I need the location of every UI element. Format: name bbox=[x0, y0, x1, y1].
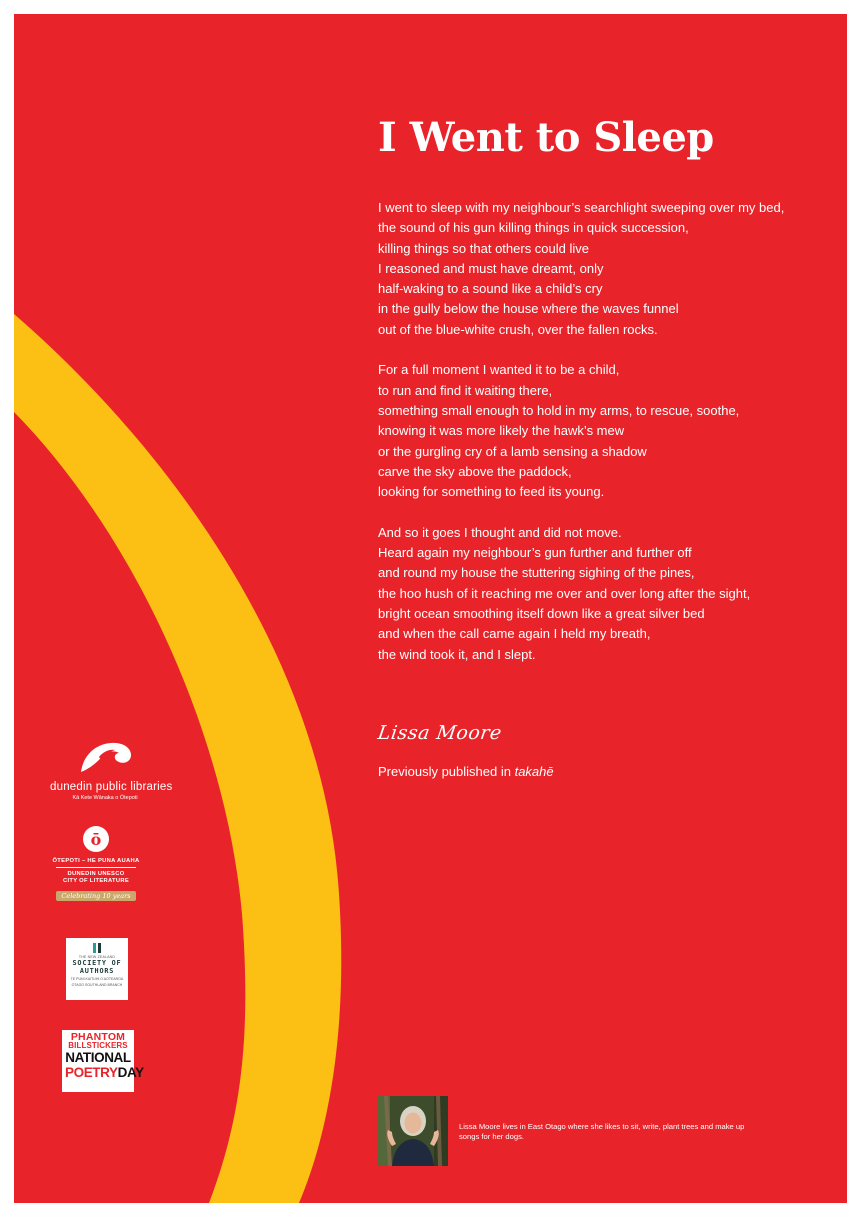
poem-line: the wind took it, and I slept. bbox=[378, 646, 536, 662]
society-top: THE NEW ZEALAND bbox=[78, 955, 116, 959]
poem-line: killing things so that others could live bbox=[378, 240, 590, 256]
publication-credit bbox=[378, 764, 554, 779]
author-bio: Lissa Moore lives in East Otago where she likes to sit, write, plant trees and make up songs for her dogs. bbox=[459, 1122, 745, 1141]
national-poetry-day-logo bbox=[62, 1030, 144, 1092]
poem-body bbox=[378, 198, 838, 685]
poem-line: out of the blue-white crush, over the fallen rocks. bbox=[378, 321, 658, 337]
poem-stanza-3 bbox=[378, 523, 838, 665]
city-of-literature-icon: ō bbox=[83, 826, 109, 852]
society-line-2: AUTHORS bbox=[79, 967, 115, 975]
author-portrait-image bbox=[378, 1096, 448, 1166]
poem-line: For a full moment I wanted it to be a child, bbox=[378, 362, 620, 378]
city-line-1: ŌTEPOTI – HE PUNA AUAHA bbox=[52, 858, 140, 864]
author-signature: Lissa Moore bbox=[376, 722, 504, 744]
poem-title: I Went to Sleep bbox=[378, 114, 714, 161]
publication-prefix: Previously published in bbox=[378, 764, 515, 779]
poster bbox=[14, 14, 847, 1203]
poem-line: in the gully below the house where the waves funnel bbox=[378, 301, 679, 317]
poem-line: half-waking to a sound like a child’s cry bbox=[378, 281, 603, 297]
poem-line: And so it goes I thought and did not move. bbox=[378, 524, 622, 540]
poem-line: the hoo hush of it reaching me over and over long after the sight, bbox=[378, 585, 751, 601]
dpl-name: dunedin public libraries bbox=[50, 781, 173, 793]
poem-line: and round my house the stuttering sighing of the pines, bbox=[378, 565, 695, 581]
library-swirl-icon bbox=[77, 740, 133, 774]
society-tagline: TE PUNI KAITUHI O AOTEAROA bbox=[70, 977, 124, 981]
city-of-literature-logo bbox=[50, 826, 142, 903]
poem-line: Heard again my neighbour’s gun further and further off bbox=[378, 545, 692, 561]
pnpd-poetry: POETRY bbox=[65, 1065, 118, 1080]
publication-name: takahē bbox=[514, 764, 554, 779]
city-line-3: CITY OF LITERATURE bbox=[62, 878, 130, 884]
poem-line: the sound of his gun killing things in quick succession, bbox=[378, 220, 689, 236]
poem-stanza-1 bbox=[378, 198, 838, 340]
poem-line: I went to sleep with my neighbour’s searchlight sweeping over my bed, bbox=[378, 200, 785, 215]
dpl-subtitle: Kā Kete Wānaka o Ōtepoti bbox=[72, 795, 138, 801]
poem-line: bright ocean smoothing itself down like a great silver bed bbox=[378, 605, 705, 621]
poem-line: carve the sky above the paddock, bbox=[378, 463, 572, 479]
poem-line: to run and find it waiting there, bbox=[378, 382, 553, 398]
author-photo bbox=[378, 1096, 448, 1166]
pnpd-line-2: BILLSTICKERS bbox=[68, 1041, 128, 1050]
dunedin-public-libraries-logo bbox=[50, 740, 173, 801]
celebrating-badge: Celebrating 10 years bbox=[56, 891, 135, 901]
society-mark-icon bbox=[93, 943, 101, 953]
poem-line: and when the call came again I held my breath, bbox=[378, 626, 651, 642]
society-region: OTAGO SOUTHLAND BRANCH bbox=[71, 983, 123, 987]
pnpd-line-1: PHANTOM bbox=[70, 1031, 126, 1043]
poem-line: looking for something to feed its young. bbox=[378, 484, 605, 500]
divider bbox=[56, 867, 136, 868]
poem-line: I reasoned and must have dreamt, only bbox=[378, 260, 604, 276]
poem-stanza-2 bbox=[378, 360, 838, 502]
poem-line: knowing it was more likely the hawk’s mew bbox=[378, 423, 625, 439]
city-line-2: DUNEDIN UNESCO bbox=[67, 871, 125, 877]
pnpd-line-3: NATIONAL bbox=[65, 1050, 131, 1065]
pnpd-day: DAY bbox=[117, 1065, 144, 1080]
poem-line: or the gurgling cry of a lamb sensing a shadow bbox=[378, 443, 647, 459]
society-of-authors-logo bbox=[66, 938, 128, 1000]
pnpd-line-4 bbox=[65, 1065, 144, 1080]
society-line-1: SOCIETY OF bbox=[72, 959, 122, 967]
poem-line: something small enough to hold in my arms, to rescue, soothe, bbox=[378, 402, 740, 418]
